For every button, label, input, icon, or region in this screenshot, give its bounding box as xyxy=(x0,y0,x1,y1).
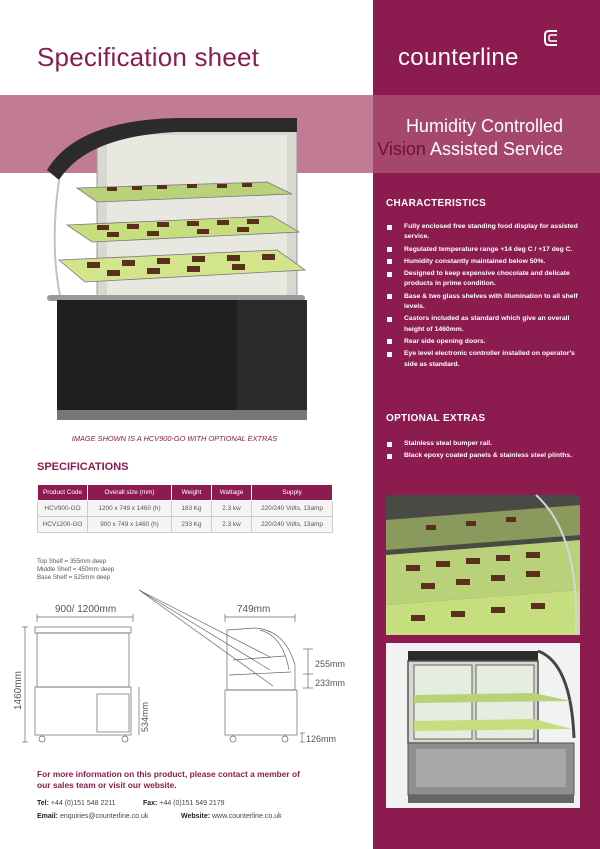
table-cell: 233 Kg xyxy=(172,517,212,533)
tel-info xyxy=(37,800,116,807)
column-header: Overall size (mm) xyxy=(88,485,172,501)
page-title: Specification sheet xyxy=(37,42,260,72)
column-header: Product Code xyxy=(38,485,88,501)
website-link[interactable]: www.counterline.co.uk xyxy=(212,813,282,820)
list-item: Castors included as standard which give an overall height of 1460mm. xyxy=(386,314,582,335)
shelf-note-top: Top Shelf = 355mm deep xyxy=(37,558,106,565)
table-cell: 2.3 kw xyxy=(212,517,252,533)
shelf-gap1-label: 255mm xyxy=(315,659,346,669)
table-cell: 220/240 Volts, 13amp xyxy=(252,501,333,517)
email-info xyxy=(37,813,148,820)
table-header-row xyxy=(38,485,333,501)
table-cell: 2.3 kw xyxy=(212,501,252,517)
tagline-rest: Assisted Service xyxy=(425,139,563,159)
technical-drawing xyxy=(15,570,365,755)
shelf-note-middle: Middle Shelf = 450mm deep xyxy=(37,566,115,573)
specifications-title: SPECIFICATIONS xyxy=(37,461,129,473)
fax-label: Fax: xyxy=(143,800,158,807)
image-caption: IMAGE SHOWN IS A HCV900-GO WITH OPTIONAL EXTRAS xyxy=(71,434,278,443)
characteristics-list xyxy=(386,222,582,372)
email-label: Email: xyxy=(37,813,59,820)
list-item: Rear side opening doors. xyxy=(386,337,582,347)
list-item: Fully enclosed free standing food display for assisted service. xyxy=(386,222,582,243)
email-link[interactable]: enquiries@counterline.co.uk xyxy=(59,813,149,820)
list-item: Base & two glass shelves with illumination to all shelf levels. xyxy=(386,292,582,313)
list-item: Regulated temperature range +14 deg C / +17 deg C. xyxy=(386,245,582,255)
tagline-line1: Humidity Controlled xyxy=(405,116,563,136)
width-label: 900/ 1200mm xyxy=(55,604,117,615)
table-cell: 1200 x 749 x 1460 (h) xyxy=(88,501,172,517)
contact-line1: For more information on this product, please contact a member of xyxy=(37,769,300,779)
product-photo xyxy=(37,110,312,430)
bottom-gap-label: 126mm xyxy=(306,734,337,744)
tagline-line2 xyxy=(373,139,563,160)
table-cell: HCV1200-GO xyxy=(38,517,88,533)
tel-value: +44 (0)151 548 2211 xyxy=(50,800,116,807)
rear-view-photo xyxy=(386,643,580,808)
table-row xyxy=(38,501,333,517)
website-info xyxy=(181,813,282,820)
shelf-note-base: Base Shelf = 525mm deep xyxy=(37,574,111,581)
list-item: Designed to keep expensive chocolate and delicate products in prime condition. xyxy=(386,269,582,290)
list-item: Eye level electronic controller installed on operator's side as standard. xyxy=(386,349,582,370)
table-cell: HCV900-GO xyxy=(38,501,88,517)
specifications-table xyxy=(37,484,333,533)
fax-info xyxy=(143,800,225,807)
column-header: Wattage xyxy=(212,485,252,501)
list-item: Stainless steal bumper rail. xyxy=(386,439,582,449)
brand-logo-text: counterline xyxy=(398,44,519,71)
optional-extras-list xyxy=(386,439,582,464)
table-cell: 220/240 Volts, 13amp xyxy=(252,517,333,533)
website-label: Website: xyxy=(181,813,211,820)
contact-line2: our sales team or visit our website. xyxy=(37,780,177,790)
fax-value: +44 (0)151 549 2179 xyxy=(159,800,225,807)
column-header: Weight xyxy=(172,485,212,501)
tagline-vision: Vision xyxy=(377,139,426,159)
table-cell: 183 Kg xyxy=(172,501,212,517)
optional-extras-title: OPTIONAL EXTRAS xyxy=(386,413,486,424)
brand-logo-icon xyxy=(544,30,558,46)
table-row xyxy=(38,517,333,533)
shelf-gap2-label: 233mm xyxy=(315,678,346,688)
detail-photo-shelves xyxy=(386,495,580,635)
list-item: Humidity constantly maintained below 50%. xyxy=(386,257,582,267)
depth-label: 749mm xyxy=(237,604,271,615)
tel-label: Tel: xyxy=(37,800,49,807)
height-label: 1460mm xyxy=(13,671,24,710)
base-height-label: 534mm xyxy=(140,701,150,732)
list-item: Black epoxy coated panels & stainless steel plinths. xyxy=(386,451,582,461)
column-header: Supply xyxy=(252,485,333,501)
table-cell: 900 x 749 x 1460 (h) xyxy=(88,517,172,533)
characteristics-title: CHARACTERISTICS xyxy=(386,198,487,209)
